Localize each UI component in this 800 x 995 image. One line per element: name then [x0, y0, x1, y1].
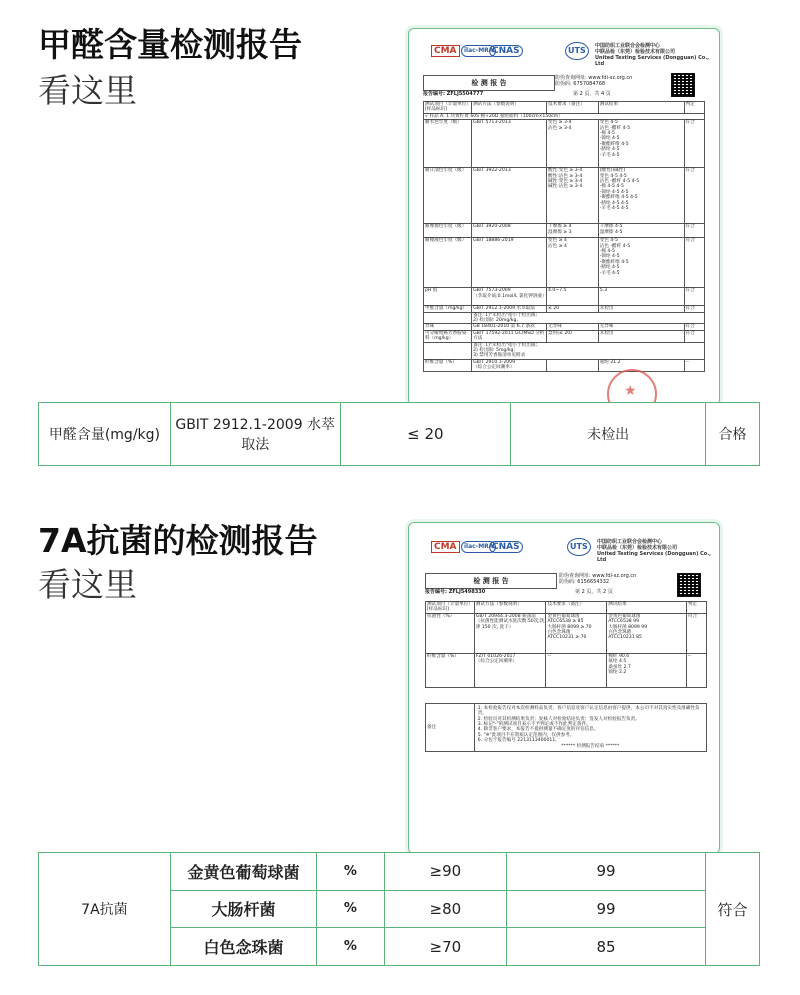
section1-subtitle: 看这里 [38, 71, 137, 110]
cnas-logo: CNAS [489, 541, 523, 553]
result: 99 [507, 853, 706, 891]
sample-row: √ 样品 A: 1 块黄柠黄 60S 棉+20D 氨纶面料（100cm×150cm） [424, 113, 705, 119]
header-requirement: 技术要求（备注） [547, 102, 599, 114]
summary-method: GBIT 2912.1-2009 水萃取法 [170, 403, 340, 466]
result: 85 [507, 928, 706, 966]
note-item: 1. 本检验报告仅对本次检测样品负责，客户信息及客户认定信息由客户提供，本公司不对其真实性及准确性负责。 [477, 705, 700, 717]
antibacterial-summary-table [38, 852, 760, 966]
summary-verdict: 符合 [706, 853, 760, 966]
header-result: 测试结果 [598, 102, 684, 114]
table-row: 纤维含量（%） FZ/T 01026-2017 （综合公定回潮率） -- 棉纤 90.6 氨纶 4.5 桑蚕丝 2.7 锦纶 2.2 -- [426, 653, 707, 687]
table-row: pH 值 GB/T 7573-2009 （萃取介质:0.1mol/L 氯化钾溶液） 4.0~7.5 5.3 符合 [424, 288, 705, 306]
requirement: ≥80 [384, 890, 506, 928]
notes-label: 备注 [426, 703, 475, 751]
notes-row [426, 703, 707, 751]
note-item: 4. 除非客户要求，本报告不提供测量不确定度的评估信息。 [477, 727, 599, 733]
report-header [425, 573, 705, 603]
cma-logo: CMA [431, 541, 460, 553]
section1-title: 甲醛含量检测报告 [38, 25, 302, 64]
query-code: 防伪码: 6757084768 [555, 81, 606, 87]
header-requirement: 技术要求（备注） [546, 602, 607, 614]
report-table [423, 101, 705, 372]
uts-logo: UTS [567, 538, 591, 556]
section2-subtitle: 看这里 [38, 565, 137, 604]
org-name-en: United Testing Services (Dongguan) Co., Ltd [597, 551, 712, 563]
unit: % [317, 853, 385, 891]
cma-logo: CMA [431, 45, 460, 57]
doc-title: 检 测 报 告 [423, 75, 555, 91]
table-row: 纤维含量（%） GB/T 2910.1-2009 （综合公定回潮率） 氨纶 21.2 -- [424, 359, 705, 371]
report-number: 报告编号: ZFLJ5498330 [425, 589, 486, 595]
unit: % [317, 890, 385, 928]
formaldehyde-summary-table [38, 402, 760, 466]
header-method: 测试方法（参数说明） [474, 602, 546, 614]
qr-code-icon [677, 573, 701, 597]
summary-item: 甲醛含量(mg/kg) [39, 403, 171, 466]
report-table [425, 601, 707, 752]
ilac-logo: ilac-MRA [461, 45, 496, 57]
bacteria-name: 白色念珠菌 [170, 928, 316, 966]
table-row: 抗菌性（%） GB/T 20944.3-2008 振荡法 （抗菌性能测试水洗次数:50次;洗涤 150 次, 洗干） 金黄色葡萄球菌 ATCC6538 ≥ 85 大肠杆菌 8099 ≥ 70 白色念珠菌 ATCC10231 ≥ 70 金黄色葡萄球菌 ATCC6538 99 大肠杆菌 8099 99 白色念珠菌 ATCC10231 85 符合 [426, 613, 707, 653]
result: 99 [507, 890, 706, 928]
table-row: 可分解致癌芳香胺染料（mg/kg） GB/T 17592-2011 GC/MSD 分析方法 禁用(≤ 20) 未检出 符合 [424, 330, 705, 342]
uts-logo: UTS [565, 42, 589, 60]
table-row [39, 853, 760, 891]
summary-item: 7A抗菌 [39, 853, 171, 966]
red-seal-stamp-icon [607, 369, 657, 406]
note-item: 3. 标记"-"的测试项目表示不予判定或不作此判定条件。 [477, 722, 591, 728]
report-number: 报告编号: ZFLJ5504777 [423, 91, 484, 97]
table-row: 耐唾液色牢度（级） GB/T 18886-2019 变色 ≥ 4 沾色 ≥ 4 变色 4-5 沾色 -醋纤 4-5 -棉 4-5 -锦纶 4-5 -聚酯纤维 4-5 -腈纶 4-5 -羊毛 4-5 符合 [424, 238, 705, 288]
summary-requirement: ≤ 20 [340, 403, 511, 466]
bacteria-name: 大肠杆菌 [170, 890, 316, 928]
note-item: 2. 检验员对其检测结果负责；复核人对检验结论负责；签发人对检验报告负责。 [477, 716, 640, 722]
requirement: ≥90 [384, 853, 506, 891]
formaldehyde-report-card[interactable] [408, 28, 720, 406]
table-row: 甲醛含量（mg/kg） GB/T 2912.1-2009 水萃取法 ≤ 20 未检出 符合 [424, 306, 705, 312]
query-site: 防伪查询网址: www.fdi-sz.org.cn [555, 75, 633, 81]
table-row: 异味 GB 18401-2010 第 6.7 条款 无异味 无异味 符合 [424, 324, 705, 330]
query-site: 防伪查询网址: www.fdi-sz.org.cn [559, 573, 637, 579]
header-verdict: 判定 [686, 602, 706, 614]
header-result: 测试结果 [607, 602, 687, 614]
header-item: 测试项目（计量单位）[样品标识] [426, 602, 475, 614]
note-item: 6. 分包于报告编号 2213113400011。 [477, 738, 560, 744]
doc-title: 检 测 报 告 [425, 573, 557, 589]
summary-verdict: 合格 [706, 403, 760, 466]
table-row: 耐水色牢度（级） GB/T 5713-2013 变色 ≥ 3-4 沾色 ≥ 3-4 变色 4-5 沾色 -醋纤 4-5 -棉 4-5 -锦纶 4-5 -聚酯纤维 4-5 -腈纶 4-5 -羊毛 4-5 符合 [424, 120, 705, 168]
page-info: 第 2 页，共 2 页 [575, 589, 613, 595]
end-mark: ****** 检测报告结束 ****** [561, 743, 620, 749]
antibacterial-report-card[interactable] [408, 522, 720, 854]
org-name-cn: 中国纺织工业联合会检测中心 [597, 539, 663, 545]
org-name-en: United Testing Services (Dongguan) Co., Ltd [595, 55, 710, 67]
org-name-cn2: 中联品检（东莞）检验技术有限公司 [595, 49, 676, 55]
org-name-cn: 中国纺织工业联合会检测中心 [595, 43, 661, 49]
table-row: 备注: 1)"未检出"指小于检出限; 2) 检出限: 5mg/kg; 3) 禁用芳香胺清单见附录 [424, 342, 705, 359]
qr-code-icon [671, 73, 695, 97]
header-method: 测试方法（参数说明） [472, 102, 547, 114]
requirement: ≥70 [384, 928, 506, 966]
summary-result: 未检出 [511, 403, 706, 466]
query-code: 防伪码: 6156654332 [559, 579, 610, 585]
table-row: 备注: 1)"未检出"指小于检出限; 2) 检出限: 20mg/kg。 [424, 312, 705, 324]
section2-title: 7A抗菌的检测报告 [38, 521, 318, 560]
header-verdict: 判定 [684, 102, 704, 114]
page-info: 第 2 页，共 4 页 [573, 91, 611, 97]
org-name-cn2: 中联品检（东莞）检验技术有限公司 [597, 545, 678, 551]
table-row: 耐汗渍色牢度（级） GB/T 3922-2013 酸性:变色 ≥ 3-4 酸性:沾色 ≥ 3-4 碱性:变色 ≥ 3-4 碱性:沾色 ≥ 3-4 (酸性)(碱性) 变色 4-5 4-5 沾色 -醋纤 4-5 4-5 -棉 4-5 4-5 -锦纶 4-5 4-5 -聚酯纤维 4-5 4-5 -腈纶 4-5 4-5 -羊毛 4-5 4-5 符合 [424, 168, 705, 224]
unit: % [317, 928, 385, 966]
note-item: 5. "※"此项目不在资质认定范围内，仅供参考。 [477, 732, 575, 738]
bacteria-name: 金黄色葡萄球菌 [170, 853, 316, 891]
table-row: 耐摩擦色牢度（级） GB/T 3920-2008 干摩擦 ≥ 4 湿摩擦 ≥ 3 干摩擦 4-5 湿摩擦 4-5 符合 [424, 224, 705, 238]
cnas-logo: CNAS [489, 45, 523, 57]
table-row [39, 403, 760, 466]
header-item: 测试项目（计量单位）[样品标识] [424, 102, 472, 114]
ilac-logo: ilac-MRA [461, 541, 496, 553]
